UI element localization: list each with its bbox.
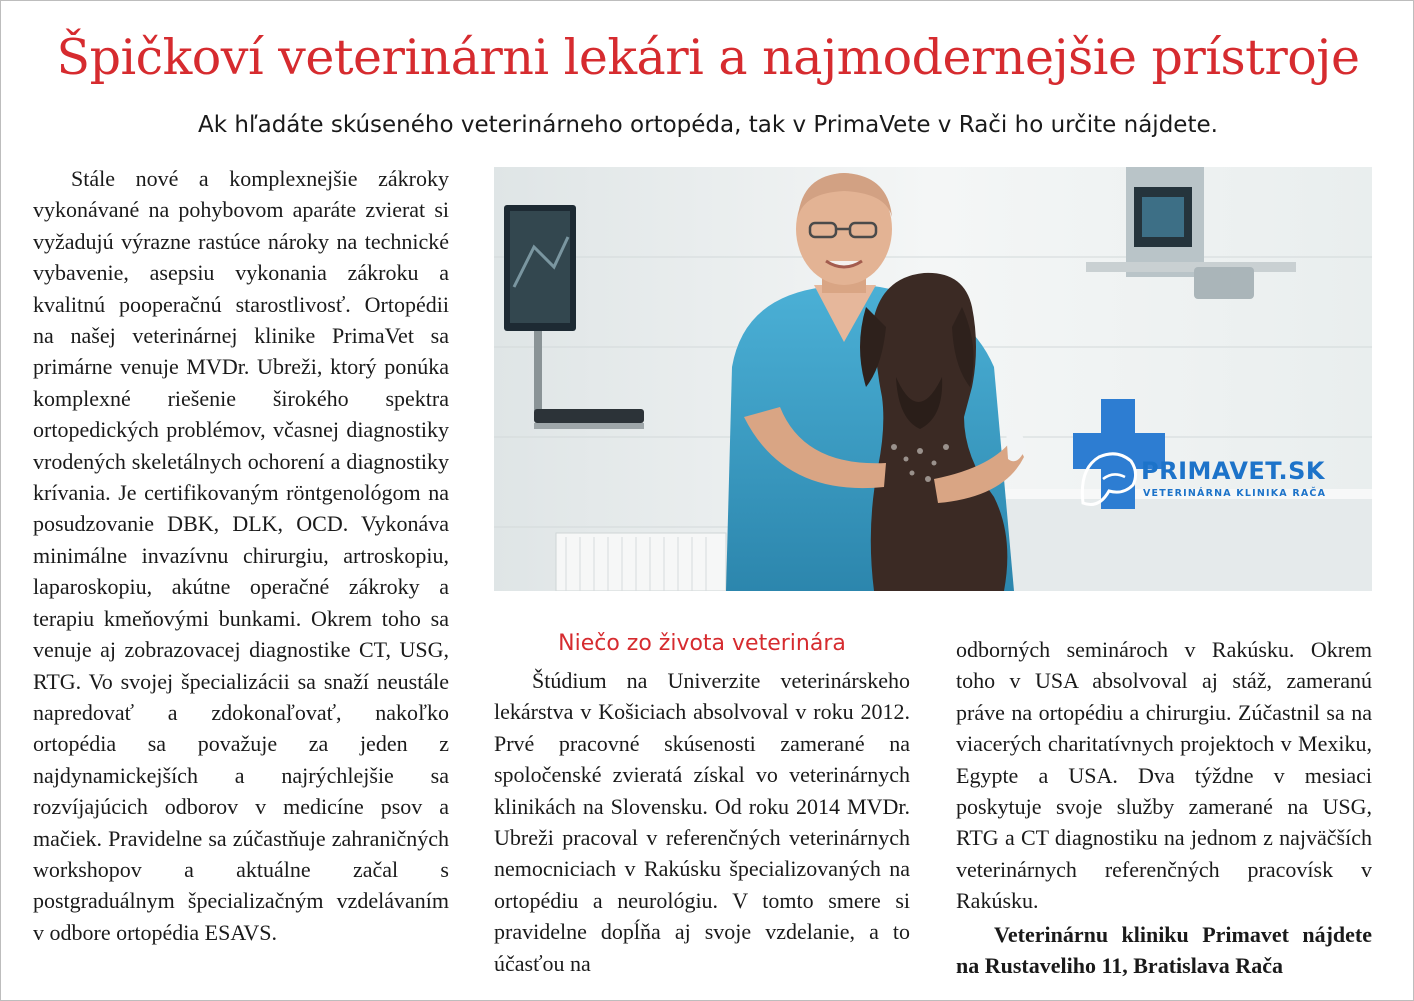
middle-column-text: Štúdium na Univerzite veterinárskeho lekárstva v Košiciach absolvoval v roku 2012. Prvé pracovné skúsenosti zamerané na spoločenské zvieratá získal vo veterinárnych klinikách na Slovensku. Od roku 2014 MVDr. Ubreži pracoval v referenčných veterinárnych nemocniciach v Rakúsku špecializovaných na ortopédiu a neurológiu. V tomto smere si pravidelne dopĺňa aj svoje vzdelanie, a to účasťou na [494,668,910,976]
clinic-address: Veterinárnu kliniku Primavet nájdete na Rustaveliho 11, Bratislava Rača [956,921,1372,979]
left-column [33,163,449,948]
photo-illustration [494,167,1372,591]
logo-name: PRIMAVET.SK [1141,457,1326,485]
logo-tagline: VETERINÁRNA KLINIKA RAČA [1143,488,1327,499]
section-title: Niečo zo života veterinára [558,631,846,656]
article-headline: Špičkoví veterinárni lekári a najmodernejšie prístroje [56,29,1360,86]
middle-column [494,665,910,979]
right-column-text: odborných seminároch v Rakúsku. Okrem toho v USA absolvoval aj stáž, zameranú práve na ortopédiu a chirurgiu. Zúčastnil sa na viacerých charitatívnych projektoch v Mexiku, Egypte a USA. Dva týždne v mesiaci poskytuje svoje služby zamerané na USG, RTG a CT diagnostiku na jednom z najväčších veterinárnych referenčných pracovísk v Rakúsku. [956,637,1372,914]
vet-with-dog-photo [494,167,1372,591]
left-column-text: Stále nové a komplexnejšie zákroky vykonávané na pohybovom aparáte zvierat si vyžadujú výrazne rastúce nároky na technické vybavenie, asepsiu vykonania zákroku a kvalitnú pooperačnú starostlivosť. Ortopédii na našej veterinárnej klinike PrimaVet sa primárne venuje MVDr. Ubreži, ktorý ponúka komplexné riešenie širokého spektra ortopedických problémov, včasnej diagnostiky vrodených skeletálnych ochorení a diagnostiky krívania. Je certifikovaným röntgenológom na posudzovanie DBK, DLK, OCD. Vykonáva minimálne invazívnu chirurgiu, artroskopiu, laparoskopiu, akútne operačné zákroky a terapiu kmeňovými bunkami. Okrem toho sa venuje aj zobrazovacej diagnostike CT, USG, RTG. Vo svojej špecializácii sa snaží neustále napredovať a zdokonaľovať, nakoľko ortopédia sa považuje za jeden z najdynamickejších a najrýchlejšie sa rozvíjajúcich odborov v medicíne psov a mačiek. Pravidelne sa zúčastňuje zahraničných workshopov a aktuálne začal s postgraduálnym špecializačným vzdelávaním v odbore ortopédia ESAVS. [33,166,449,945]
article-subheadline: Ak hľadáte skúseného veterinárneho ortopéda, tak v PrimaVete v Rači ho určite nájdete. [198,112,1218,138]
right-column [956,634,1372,981]
